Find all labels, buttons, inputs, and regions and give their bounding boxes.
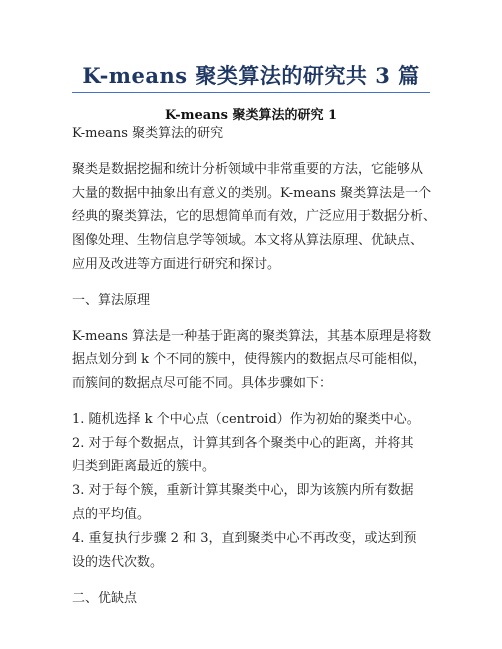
intro-line: 大量的数据中抽象出有意义的类别。K-means 聚类算法是一个: [72, 186, 432, 201]
intro-line: 应用及改进等方面进行研究和探讨。: [72, 257, 281, 272]
intro-line: 聚类是数据挖掘和统计分析领域中非常重要的方法，它能够从: [72, 162, 424, 177]
title-divider: [72, 92, 430, 93]
principle-line: 而簇间的数据点尽可能不同。具体步骤如下：: [72, 376, 333, 391]
principle-line: 据点划分到 k 个不同的簇中，使得簇内的数据点尽可能相似，: [72, 352, 427, 367]
step-line: 2. 对于每个数据点，计算其到各个聚类中心的距离，并将其: [72, 436, 414, 451]
intro-line: 图像处理、生物信息学等领域。本文将从算法原理、优缺点、: [72, 233, 424, 248]
section-heading: 二、优缺点: [72, 591, 138, 606]
step-line: 归类到距离最近的簇中。: [72, 459, 216, 474]
step-line: 1. 随机选择 k 个中心点（centroid）作为初始的聚类中心。: [72, 412, 420, 427]
principle-line: K-means 算法是一种基于距离的聚类算法，其基本原理是将数: [72, 329, 432, 344]
section-heading: 一、算法原理: [72, 293, 151, 308]
document-subtitle: K-means 聚类算法的研究 1: [164, 108, 338, 123]
step-line: 点的平均值。: [72, 507, 151, 522]
step-line: 设的迭代次数。: [72, 555, 164, 570]
step-line: 3. 对于每个簇，重新计算其聚类中心，即为该簇内所有数据: [72, 483, 414, 498]
heading-line: K-means 聚类算法的研究: [72, 126, 224, 141]
intro-line: 经典的聚类算法，它的思想简单而有效，广泛应用于数据分析、: [72, 209, 437, 224]
document-title: K-means 聚类算法的研究共 3 篇: [82, 63, 420, 88]
step-line: 4. 重复执行步骤 2 和 3，直到聚类中心不再改变，或达到预: [72, 531, 417, 546]
